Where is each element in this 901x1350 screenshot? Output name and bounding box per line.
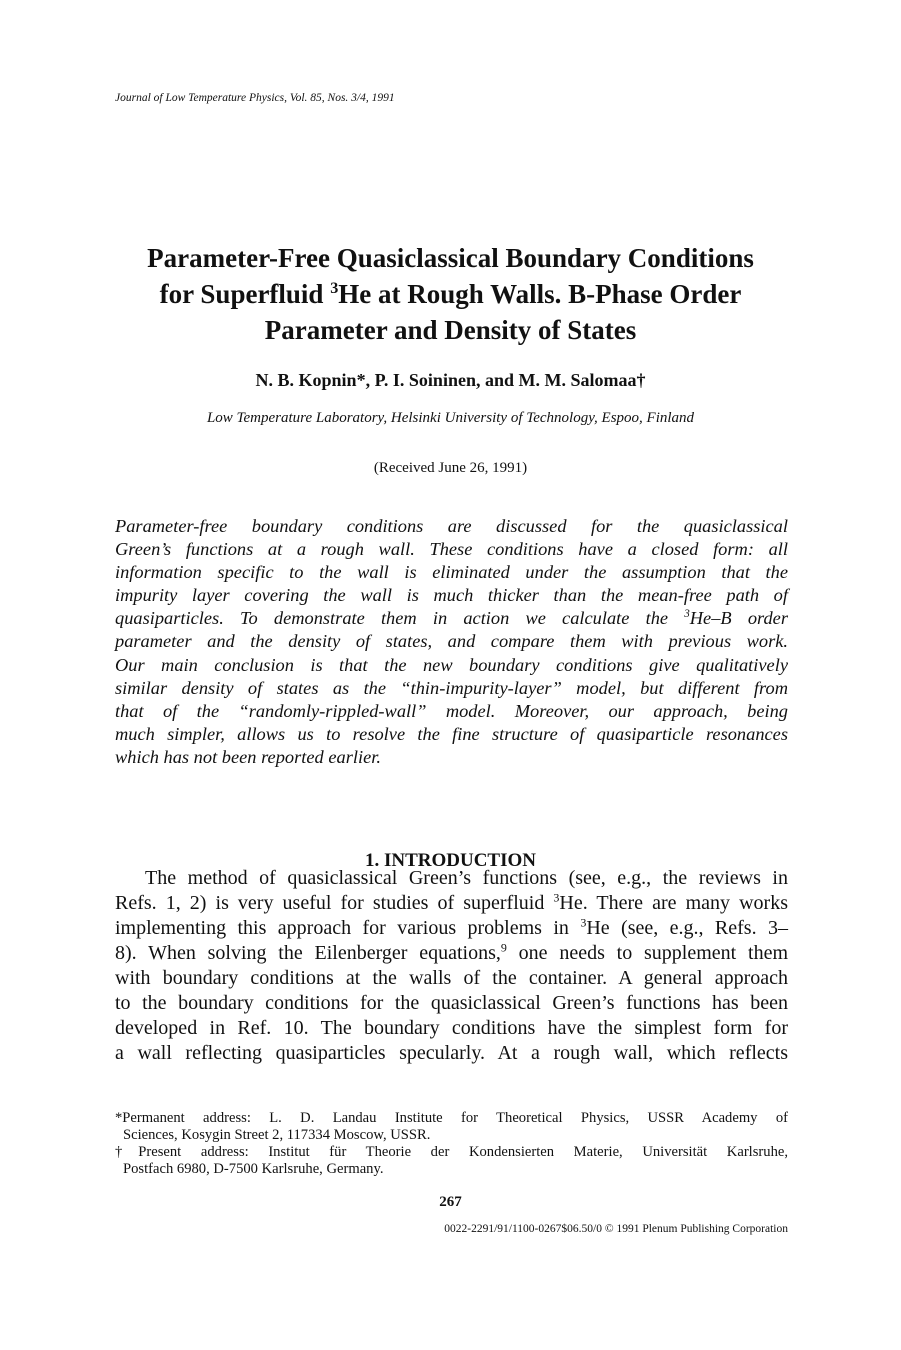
section-heading-introduction: 1. INTRODUCTION <box>364 850 537 871</box>
abstract-line: Green’s functions at a rough wall. These conditions have a closed form: all <box>115 539 788 560</box>
abstract-line: which has not been reported earlier. <box>115 746 381 767</box>
intro-line-4-text-a: 8). When solving the Eilenberger equations, <box>115 942 501 964</box>
article-title <box>100 240 801 348</box>
abstract-superscript: 3 <box>684 608 690 621</box>
abstract <box>115 515 788 769</box>
title-line-2-text-b: He at Rough Walls. B-Phase Order <box>338 279 742 309</box>
footnote-line: Postfach 6980, D-7500 Karlsruhe, Germany. <box>123 1161 384 1177</box>
title-superscript: 3 <box>330 279 339 297</box>
title-line-1: Parameter-Free Quasiclassical Boundary Conditions <box>147 243 754 273</box>
intro-line: a wall reflecting quasiparticles specularly. At a rough wall, which reflects <box>115 1042 788 1064</box>
authors: N. B. Kopnin*, P. I. Soininen, and M. M. Salomaa† <box>255 370 646 390</box>
footnote-line: †Present address: Institut für Theorie der Kondensierten Materie, Universität Karlsruhe, <box>115 1144 788 1160</box>
intro-line <box>115 941 788 966</box>
intro-line-3-text-b: He (see, e.g., Refs. 3– <box>586 917 788 939</box>
abstract-line: Our main conclusion is that the new boundary conditions give qualitatively <box>115 654 788 675</box>
abstract-line: similar density of states as the “thin-impurity-layer” model, but different from <box>115 677 788 698</box>
abstract-line-5-text-a: quasiparticles. To demonstrate them in action we calculate the <box>115 608 685 629</box>
intro-line-4-text-b: one needs to supplement them <box>506 942 788 964</box>
introduction-body <box>115 866 788 1066</box>
abstract-line-5-text-b: He–B order <box>689 608 789 629</box>
footnote-line: Sciences, Kosygin Street 2, 117334 Moscow, USSR. <box>123 1127 431 1143</box>
abstract-line: Parameter-free boundary conditions are discussed for the quasiclassical <box>115 516 788 536</box>
intro-superscript: 9 <box>500 940 507 955</box>
abstract-line: that of the “randomly-rippled-wall” model. Moreover, our approach, being <box>115 700 788 721</box>
footnote-permanent-address <box>115 1110 788 1144</box>
abstract-line <box>115 607 788 630</box>
intro-line: to the boundary conditions for the quasiclassical Green’s functions has been <box>115 992 788 1014</box>
footnote-line: *Permanent address: L. D. Landau Institute for Theoretical Physics, USSR Academy of <box>115 1110 788 1126</box>
intro-line: with boundary conditions at the walls of the container. A general approach <box>115 967 788 989</box>
title-line-2 <box>100 276 801 312</box>
abstract-line: information specific to the wall is eliminated under the assumption that the <box>115 562 788 583</box>
affiliation: Low Temperature Laboratory, Helsinki University of Technology, Espoo, Finland <box>206 410 695 426</box>
intro-line-3-text-a: implementing this approach for various problems in <box>115 917 581 939</box>
abstract-line: much simpler, allows us to resolve the fine structure of quasiparticle resonances <box>115 723 788 744</box>
intro-line <box>115 891 788 916</box>
intro-superscript: 3 <box>580 915 587 930</box>
page-number: 267 <box>439 1194 462 1210</box>
footnotes <box>115 1110 788 1178</box>
title-line-3: Parameter and Density of States <box>264 315 637 345</box>
intro-superscript: 3 <box>553 890 560 905</box>
journal-citation: Journal of Low Temperature Physics, Vol. 85, Nos. 3/4, 1991 <box>115 92 395 104</box>
intro-line: The method of quasiclassical Green’s functions (see, e.g., the reviews in <box>145 867 788 889</box>
intro-line <box>115 916 788 941</box>
copyright-line: 0022-2291/91/1100-0267$06.50/0 © 1991 Plenum Publishing Corporation <box>444 1223 788 1235</box>
footnote-present-address <box>115 1144 788 1178</box>
abstract-line: impurity layer covering the wall is much thicker than the mean-free path of <box>115 585 788 606</box>
title-line-2-text-a: for Superfluid <box>159 279 331 309</box>
intro-line: developed in Ref. 10. The boundary conditions have the simplest form for <box>115 1017 788 1039</box>
intro-line-2-text-b: He. There are many works <box>559 892 788 914</box>
intro-line-2-text-a: Refs. 1, 2) is very useful for studies of superfluid <box>115 892 554 914</box>
received-date: (Received June 26, 1991) <box>373 460 528 476</box>
abstract-line: parameter and the density of states, and compare them with previous work. <box>115 631 788 652</box>
